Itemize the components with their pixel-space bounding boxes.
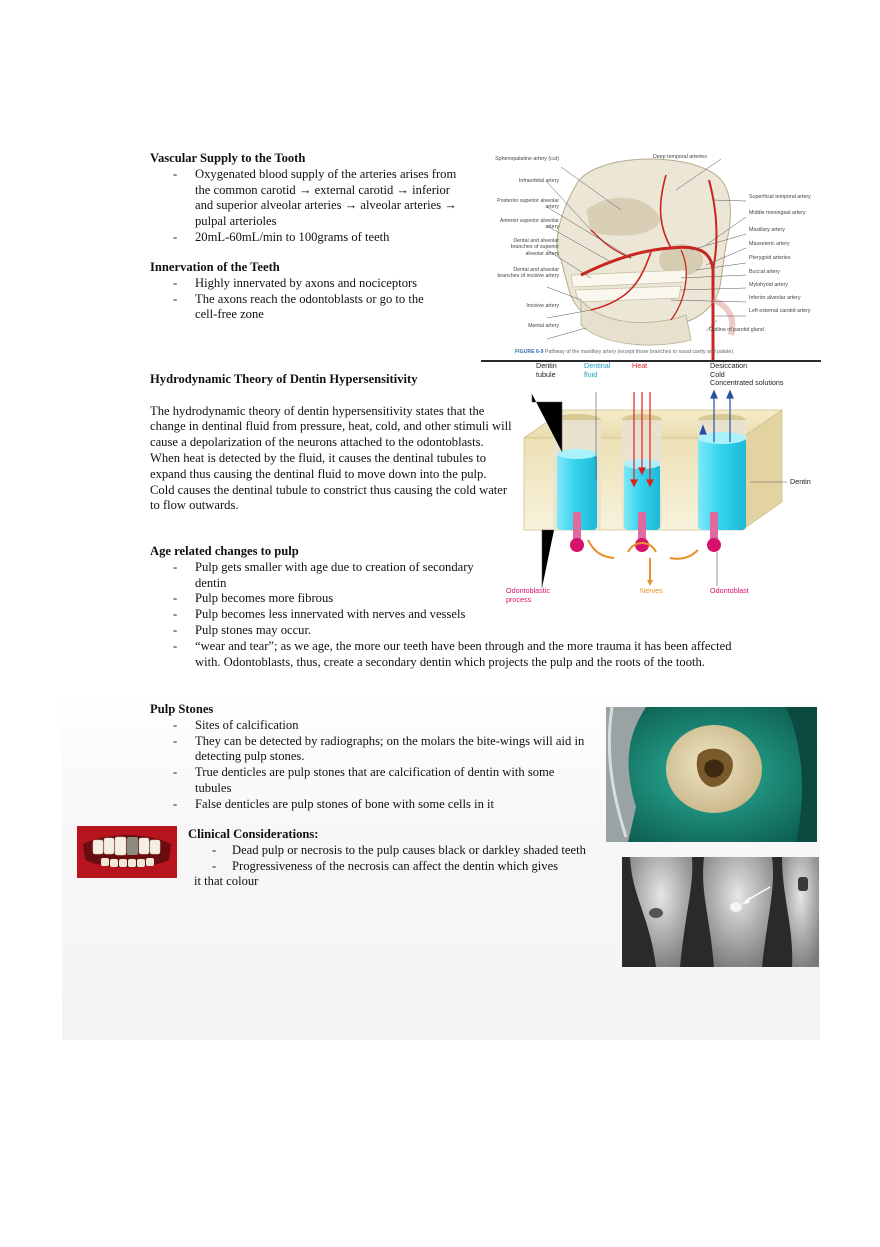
artery-label-right-10: Left external carotid artery <box>749 308 811 314</box>
smile-illustration <box>77 826 177 878</box>
clinical-item-2: Progressiveness of the necrosis can affect the dentin which gives <box>232 858 559 873</box>
age-item-4: - Pulp stones may occur. <box>150 623 500 639</box>
tubule-label-dentin-tubule: Dentin tubule <box>536 362 557 379</box>
tubule-label-odontoblastic-process: Odontoblastic process <box>506 586 550 604</box>
innervation-title: Innervation of the Teeth <box>150 260 280 274</box>
molar-pulp-photo <box>606 707 817 842</box>
pulp-stones-item-1: - Sites of calcification <box>150 718 590 734</box>
tubule-label-concentrated: Concentrated solutions <box>710 378 784 388</box>
tubule-labels-stimuli <box>710 362 820 388</box>
clinical-item-2-continued: it that colour <box>194 874 259 889</box>
tubule-illustration <box>502 362 820 610</box>
age-item-3: - Pulp becomes less innervated with nerves and vessels <box>150 607 500 623</box>
artery-label-right-9: Inferior alveolar artery <box>749 295 801 301</box>
vascular-section <box>150 151 468 246</box>
artery-label-right-2: Superficial temporal artery <box>749 194 811 200</box>
artery-label-left-2: Infraorbital artery <box>518 178 559 184</box>
clinical-dash-2: - <box>212 858 217 873</box>
pulp-stones-item-2: - They can be detected by radiographs; on the molars the bite-wings will aid in detecting pulp stones. <box>150 734 590 766</box>
age-section <box>150 544 500 639</box>
artery-caption-text: Pathway of the maxillary artery (except those branches to nasal cavity and palate). <box>545 349 735 355</box>
radiograph-illustration <box>622 857 819 967</box>
artery-label-left-4: Anterior superior alveolar artery <box>499 218 559 231</box>
vascular-title: Vascular Supply to the Tooth <box>150 151 306 165</box>
tubule-label-desiccation: Desiccation <box>710 362 748 370</box>
age-item-1: - Pulp gets smaller with age due to creation of secondary dentin <box>150 560 500 592</box>
clinical-dash-1: - <box>212 842 217 857</box>
hydrodynamic-title: Hydrodynamic Theory of Dentin Hypersensitivity <box>150 372 418 386</box>
artery-caption-label: FIGURE 6-9 <box>515 349 544 355</box>
artery-labels-right <box>749 194 819 314</box>
age-item-5: - “wear and tear”; as we age, the more our teeth have been through and the more trauma it has been affected with. Odontoblasts, thus, create a secondary dentin which projects the pulp and the roots of the tooth. <box>150 639 740 671</box>
clinical-section <box>188 827 594 890</box>
clinical-item-1: Dead pulp or necrosis to the pulp causes black or darkley shaded teeth <box>232 842 586 857</box>
artery-label-left-5: Dental and alveolar branches of superior alveolar artery <box>510 238 559 257</box>
artery-label-right-8: Mylohyoid artery <box>749 282 788 288</box>
artery-label-right-11: Outline of parotid gland <box>709 327 764 333</box>
artery-label-left-1: Sphenopalatine artery (cut) <box>495 156 559 162</box>
innervation-section <box>150 260 468 323</box>
artery-label-right-5: Masseteric artery <box>749 241 790 247</box>
artery-figure-caption <box>515 349 815 355</box>
artery-label-left-7: Incisive artery <box>526 303 559 309</box>
artery-label-left-8: Mental artery <box>528 323 559 329</box>
pulp-stones-item-4: - False denticles are pulp stones of bone with some cells in it <box>150 797 590 813</box>
artery-label-right-3: Middle meningeal artery <box>749 210 806 216</box>
maxillary-artery-figure <box>481 150 821 364</box>
artery-labels-left <box>495 156 559 329</box>
vascular-item-1: - Oxygenated blood supply of the arteries arises from the common carotid → external carotid → inferior and superior alveolar arteries → alveolar arteries → pulpal arterioles <box>150 167 468 230</box>
pulp-stone-radiograph <box>622 857 819 967</box>
artery-label-right-1: Deep temporal arteries <box>653 154 707 160</box>
hydrodynamic-section <box>150 372 512 514</box>
tubule-label-heat: Heat <box>632 362 648 370</box>
innervation-item-1: - Highly innervated by axons and nociceptors <box>150 276 468 292</box>
pulp-stones-title: Pulp Stones <box>150 702 214 716</box>
discolored-tooth-photo <box>77 826 177 878</box>
tubule-label-dentin: Dentin <box>790 477 811 486</box>
tubule-label-dentinal-fluid: Dentinal fluid <box>584 362 611 379</box>
innervation-item-2: - The axons reach the odontoblasts or go to the cell-free zone <box>150 292 468 324</box>
clinical-item-2-wrap <box>194 859 594 875</box>
artery-label-left-6: Dental and alveolar branches of incisive artery <box>497 267 559 280</box>
tubule-label-cold: Cold <box>710 369 725 379</box>
tubule-label-nerves: Nerves <box>640 586 663 595</box>
pulp-stones-item-3: - True denticles are pulp stones that are calcification of dentin with some tubules <box>150 765 590 797</box>
artery-label-right-7: Buccal artery <box>749 269 780 275</box>
pulp-stones-section <box>150 702 590 813</box>
dentin-tubule-figure <box>502 362 820 610</box>
clinical-item-1-wrap <box>194 843 594 859</box>
age-section-wide <box>150 639 740 671</box>
tubule-label-odontoblast: Odontoblast <box>710 586 749 595</box>
age-item-2: - Pulp becomes more fibrous <box>150 591 500 607</box>
artery-label-right-6: Pterygoid arteries <box>749 255 791 261</box>
vascular-item-2: - 20mL-60mL/min to 100grams of teeth <box>150 230 468 246</box>
clinical-title: Clinical Considerations: <box>188 827 319 841</box>
hydrodynamic-body: The hydrodynamic theory of dentin hypersensitivity states that the change in dentinal fluid from pressure, heat, cold, and other stimuli will cause a depolarization of the neurons attached to the odontoblasts. When heat is detected by the fluid, it causes the dentinal tubules to expand thus causing the dentinal fluid to move down into the pulp. Cold causes the dentinal tubule to constrict thus causing the cold water to flow outwards. <box>150 403 512 513</box>
molar-photo-illustration <box>606 707 817 842</box>
age-title: Age related changes to pulp <box>150 544 299 558</box>
artery-label-right-4: Maxillary artery <box>749 227 785 233</box>
artery-label-left-3: Posterior superior alveolar artery <box>497 198 559 211</box>
